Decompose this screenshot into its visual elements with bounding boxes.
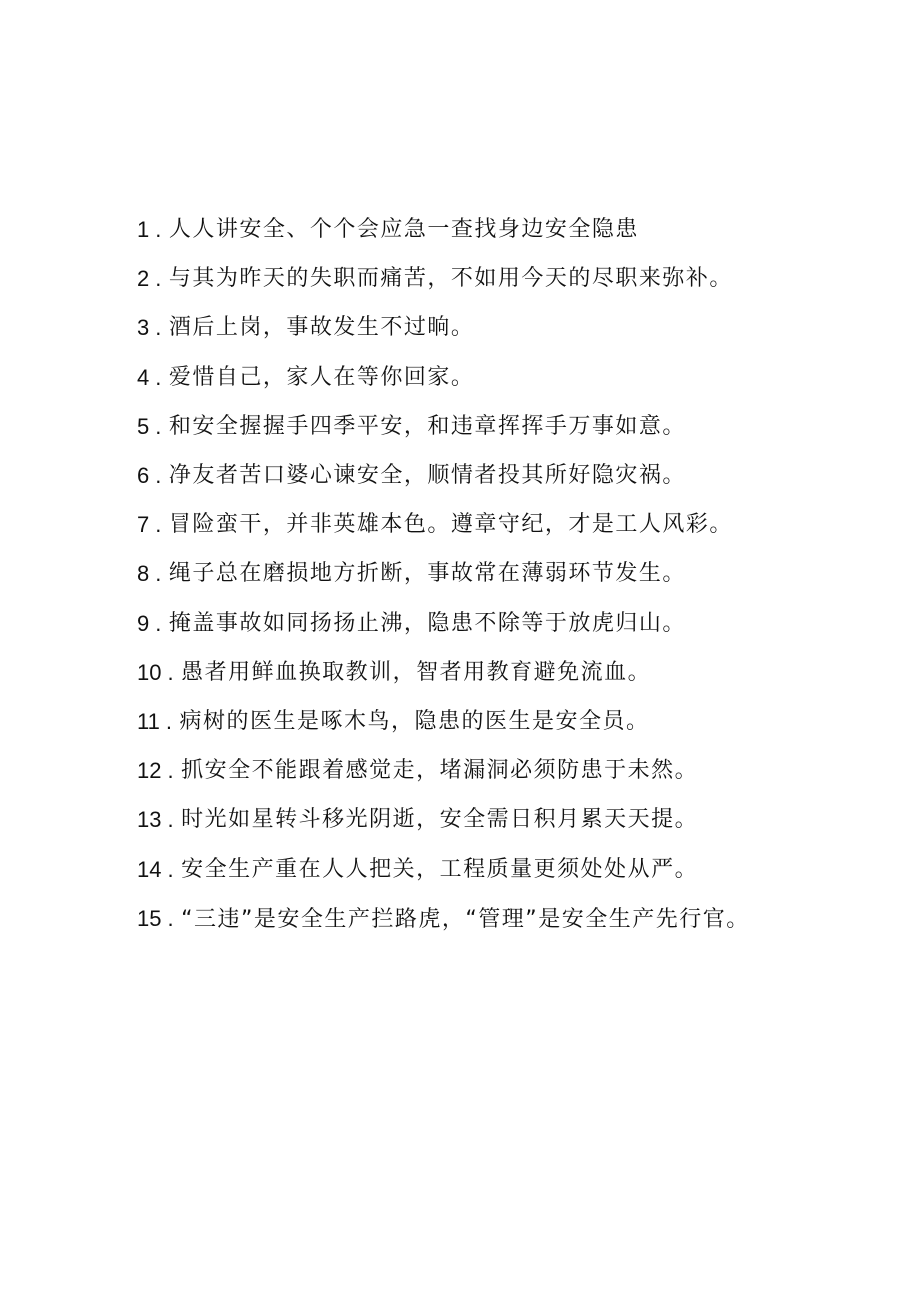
list-item	[137, 353, 797, 402]
item-dot: .	[155, 364, 163, 390]
slogan-list	[137, 205, 797, 944]
item-text: 掩盖事故如同扬扬止沸，隐患不除等于放虎归山。	[168, 610, 686, 636]
item-number: 8	[137, 561, 150, 587]
list-item	[137, 303, 797, 352]
item-number: 6	[137, 463, 150, 489]
item-text: 抓安全不能跟着感觉走，堵漏洞必须防患于未然。	[181, 758, 699, 784]
item-number: 15	[137, 905, 162, 931]
item-text: 冒险蛮干，并非英雄本色。遵章守纪，才是工人风彩。	[168, 512, 733, 538]
item-number: 3	[137, 315, 150, 341]
list-item	[137, 254, 797, 303]
item-text: 爱惜自己，家人在等你回家。	[168, 364, 475, 390]
item-text: 净友者苦口婆心谏安全，顺情者投其所好隐灾祸。	[168, 463, 686, 489]
item-dot: .	[167, 758, 176, 784]
list-item	[137, 549, 797, 598]
list-item	[137, 599, 797, 648]
item-number: 9	[137, 610, 150, 636]
list-item	[137, 697, 797, 746]
item-dot: .	[155, 610, 163, 636]
item-text: 人人讲安全、个个会应急一查找身边安全隐患	[168, 217, 639, 242]
list-item	[137, 746, 797, 795]
item-number: 14	[137, 856, 162, 882]
item-number: 1	[137, 217, 150, 242]
item-number: 10	[137, 659, 162, 685]
item-dot: .	[155, 561, 163, 587]
item-dot: .	[165, 709, 174, 735]
list-item	[137, 451, 797, 500]
list-item	[137, 795, 797, 844]
list-item	[137, 648, 797, 697]
item-number: 4	[137, 364, 150, 390]
item-dot: .	[167, 807, 176, 833]
item-text: 病树的医生是啄木鸟，隐患的医生是安全员。	[179, 709, 650, 735]
item-dot: .	[167, 659, 176, 685]
item-number: 5	[137, 413, 150, 439]
item-text: 绳子总在磨损地方折断，事故常在薄弱环节发生。	[168, 561, 686, 587]
list-item	[137, 205, 797, 254]
item-text: 安全生产重在人人把关，工程质量更须处处从严。	[181, 856, 699, 882]
item-dot: .	[155, 413, 163, 439]
item-text: 和安全握握手四季平安，和违章挥挥手万事如意。	[168, 413, 686, 439]
item-dot: .	[155, 315, 163, 341]
list-item	[137, 894, 797, 944]
list-item	[137, 845, 797, 894]
item-number: 11	[137, 709, 160, 735]
item-text: 时光如星转斗移光阴逝，安全需日积月累天天提。	[181, 807, 699, 833]
item-text: 与其为昨天的失职而痛苦，不如用今天的尽职来弥补。	[168, 266, 733, 292]
item-dot: .	[155, 463, 163, 489]
list-item	[137, 500, 797, 549]
item-number: 13	[137, 807, 162, 833]
item-text: “三违”是安全生产拦路虎，“管理”是安全生产先行官。	[181, 906, 750, 932]
item-dot: .	[167, 856, 176, 882]
item-number: 12	[137, 758, 162, 784]
item-dot: .	[167, 905, 176, 931]
item-number: 7	[137, 512, 150, 538]
item-number: 2	[137, 266, 150, 292]
list-item	[137, 402, 797, 451]
item-dot: .	[155, 217, 163, 242]
item-text: 愚者用鲜血换取教训，智者用教育避免流血。	[181, 659, 652, 685]
item-text: 酒后上岗，事故发生不过晌。	[168, 315, 475, 341]
item-dot: .	[155, 512, 163, 538]
item-dot: .	[155, 266, 163, 292]
